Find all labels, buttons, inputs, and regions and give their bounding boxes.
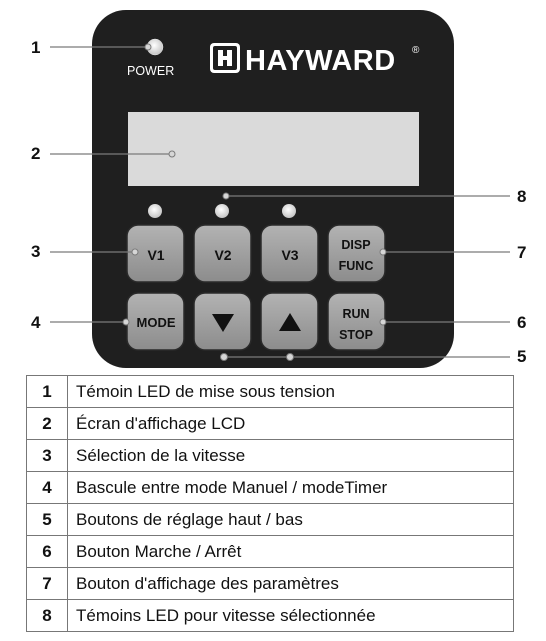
speed-led-v3 [282,204,296,218]
disp-func-button-label-line2: FUNC [338,259,374,273]
run-stop-button-label-line1: RUN [342,307,370,321]
disp-func-button-label-line1: DISP [341,238,371,252]
legend-row-number: 5 [27,504,68,536]
up-button[interactable] [261,293,318,350]
mode-button-label: MODE [136,315,176,330]
callout-2-number: 2 [31,144,41,163]
legend-row-text: Bouton Marche / Arrêt [68,536,514,568]
run-stop-button[interactable] [328,293,385,350]
callout-5-number: 5 [517,347,527,366]
legend-row-text: Bascule entre mode Manuel / modeTimer [68,472,514,504]
v2-button[interactable] [194,225,251,282]
legend-row-number: 7 [27,568,68,600]
callout-4-number: 4 [31,313,41,332]
legend-row [27,504,514,536]
legend-row-text: Sélection de la vitesse [68,440,514,472]
callout-3-number: 3 [31,242,41,261]
legend-row-text: Boutons de réglage haut / bas [68,504,514,536]
hayward-logo [210,43,240,73]
v1-button-label: V1 [147,247,165,263]
disp-func-button[interactable] [328,225,385,282]
callout-7-number: 7 [517,243,527,262]
legend-row [27,568,514,600]
v3-button[interactable] [261,225,318,282]
legend-row-text: Témoins LED pour vitesse sélectionnée [68,600,514,632]
legend-row-text: Écran d'affichage LCD [68,408,514,440]
legend-row-number: 8 [27,600,68,632]
legend-row [27,536,514,568]
legend-row-number: 2 [27,408,68,440]
legend-row [27,376,514,408]
lcd-display [128,112,419,186]
legend-row [27,408,514,440]
legend-row [27,440,514,472]
power-label: POWER [127,64,175,78]
legend-row-number: 6 [27,536,68,568]
v2-button-label: V2 [214,247,232,263]
legend-row-text: Témoin LED de mise sous tension [68,376,514,408]
legend-table [26,375,514,632]
speed-led-v2 [215,204,229,218]
speed-led-v1 [148,204,162,218]
brand-name: HAYWARD [245,45,396,77]
legend-row [27,472,514,504]
callout-8-number: 8 [517,187,527,206]
down-button[interactable] [194,293,251,350]
run-stop-button-label-line2: STOP [339,328,373,342]
legend-row-number: 1 [27,376,68,408]
legend-row-number: 3 [27,440,68,472]
mode-button[interactable] [127,293,184,350]
legend-row [27,600,514,632]
legend-row-text: Bouton d'affichage des paramètres [68,568,514,600]
callout-6-number: 6 [517,313,527,332]
v3-button-label: V3 [281,247,299,263]
brand-registered-mark: ® [412,45,420,56]
callout-1-number: 1 [31,38,41,57]
legend-row-number: 4 [27,472,68,504]
